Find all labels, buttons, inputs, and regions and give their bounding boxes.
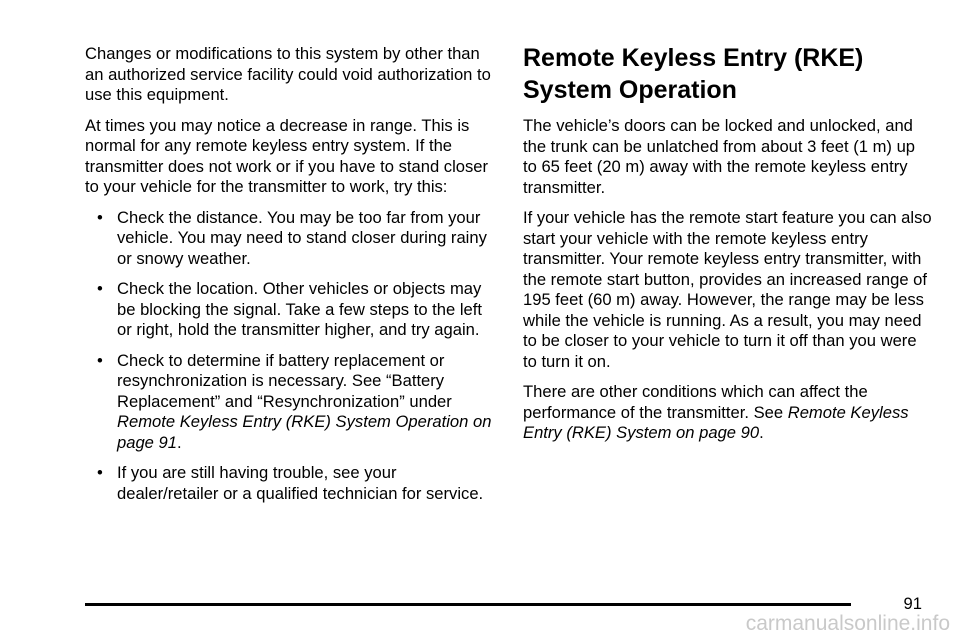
- cross-reference-link[interactable]: Remote Keyless Entry (RKE) System on page 90: [523, 402, 909, 442]
- paragraph-end: .: [759, 423, 764, 442]
- left-column: [85, 44, 495, 514]
- paragraph-range: At times you may notice a decrease in range. This is normal for any remote keyless entry system. If the transmitter does not work or if you have to stand closer to your vehicle for the transmitter to work, try this:: [85, 115, 489, 196]
- list-item-text: Check the distance. You may be too far from your vehicle. You may need to stand closer during rainy or snowy weather.: [117, 207, 487, 268]
- paragraph-conditions: [523, 382, 933, 444]
- page-number: 91: [903, 594, 922, 613]
- list-item-text: Check to determine if battery replacement or resynchronization is necessary. See “Battery Replacement” and “Resynchronization” under: [117, 350, 452, 411]
- list-item-end: .: [176, 432, 182, 452]
- list-item-text: Check the location. Other vehicles or objects may be blocking the signal. Take a few steps to the left or right, hold the transmitter higher, and try again.: [117, 279, 482, 339]
- paragraph-remote-start: If your vehicle has the remote start feature you can also start your vehicle with the remote keyless entry transmitter. Your remote keyless entry transmitter, with the remote start button, provides an increased range of 195 feet (60 m) away. However, the range may be less while the vehicle is running. As a result, you may need to be closer to your vehicle to turn it off than you were to turn it on.: [523, 208, 932, 371]
- paragraph-modifications: Changes or modifications to this system by other than an authorized service facility could void authorization to use this equipment.: [85, 44, 491, 104]
- paragraph-operation: The vehicle’s doors can be locked and unlocked, and the trunk can be unlatched from about 3 feet (1 m) up to 65 feet (20 m) away with the remote keyless entry transmitter.: [523, 116, 916, 197]
- bullet-icon: •: [97, 279, 103, 298]
- bullet-icon: •: [97, 207, 103, 227]
- bullet-icon: •: [97, 350, 103, 370]
- watermark: carmanualsonline.info: [745, 612, 950, 635]
- section-heading: Remote Keyless Entry (RKE) System Operation: [523, 44, 864, 104]
- list-item: [85, 279, 495, 341]
- cross-reference-link[interactable]: Remote Keyless Entry (RKE) System Operation on page 91: [117, 412, 492, 452]
- bullet-icon: •: [97, 463, 103, 482]
- troubleshooting-list: [85, 208, 495, 505]
- list-item-text: If you are still having trouble, see your dealer/retailer or a qualified technician for service.: [117, 463, 484, 503]
- paragraph-text: There are other conditions which can affect the performance of the transmitter. See: [523, 382, 868, 422]
- list-item: [85, 463, 495, 504]
- list-item: [85, 351, 495, 454]
- right-column: [523, 44, 933, 454]
- footer-rule: [85, 603, 851, 606]
- list-item: [85, 208, 495, 270]
